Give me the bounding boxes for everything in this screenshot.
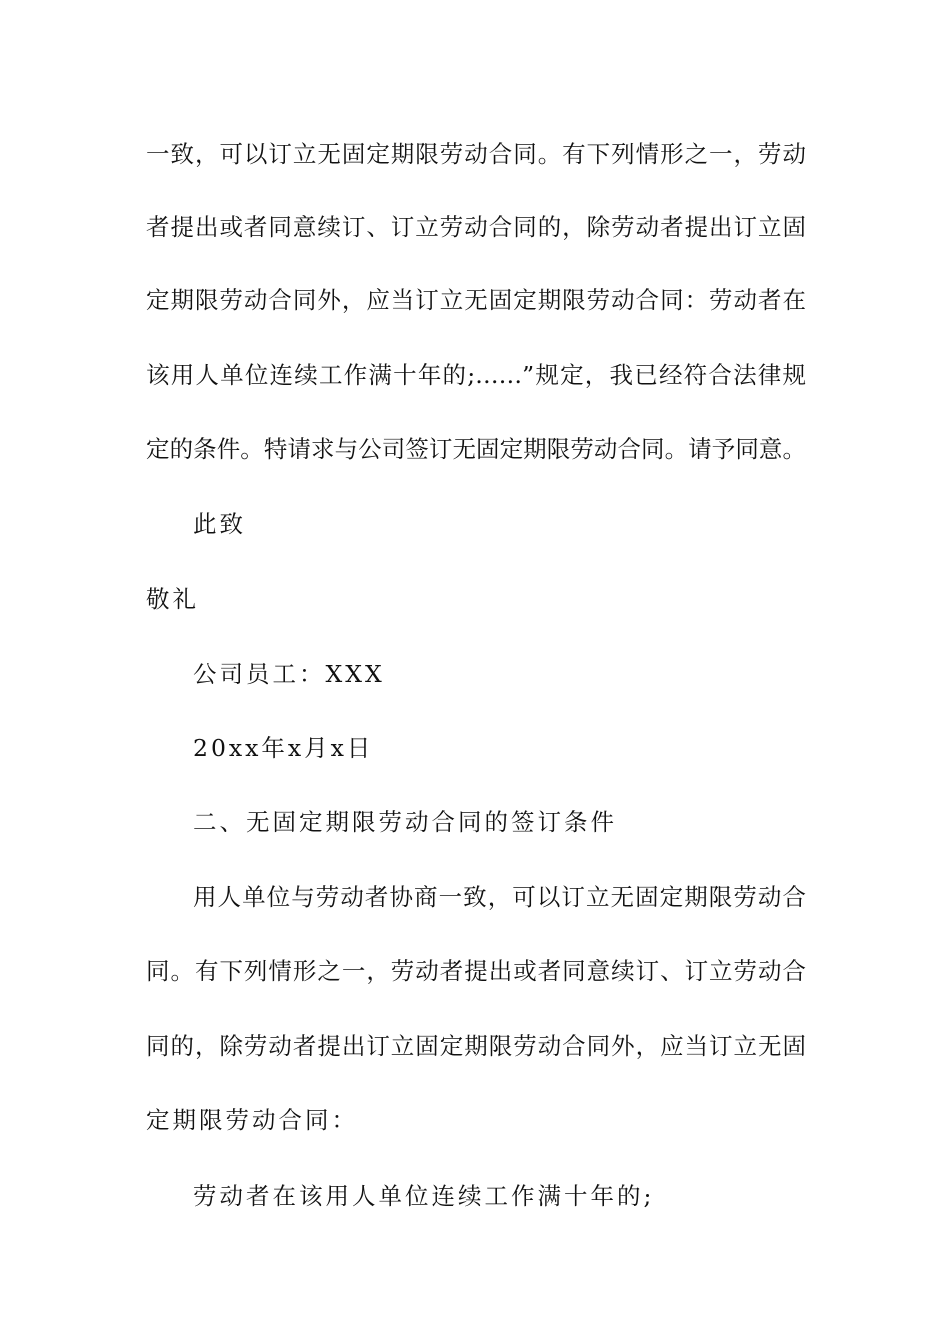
section-line-3: 同的，除劳动者提出订立固定期限劳动合同外，应当订立无固 bbox=[146, 1032, 806, 1060]
section-line-4: 定期限劳动合同： bbox=[146, 1106, 358, 1134]
body-line-3: 定期限劳动合同外，应当订立无固定期限劳动合同：劳动者在 bbox=[146, 286, 806, 314]
section-heading: 二、无固定期限劳动合同的签订条件 bbox=[193, 808, 617, 836]
body-line-2: 者提出或者同意续订、订立劳动合同的，除劳动者提出订立固 bbox=[146, 213, 806, 241]
signature: 公司员工：XXX bbox=[193, 660, 385, 688]
body-line-5: 定的条件。特请求与公司签订无固定期限劳动合同。请予同意。 bbox=[146, 435, 806, 463]
date-line: 20xx年x月x日 bbox=[193, 734, 374, 762]
body-line-4: 该用人单位连续工作满十年的;……”规定，我已经符合法律规 bbox=[146, 361, 806, 389]
body-line-1: 一致，可以订立无固定期限劳动合同。有下列情形之一，劳动 bbox=[146, 140, 806, 168]
closing-salutation: 此致 bbox=[193, 510, 246, 538]
closing-respect: 敬礼 bbox=[146, 585, 199, 613]
section-line-2: 同。有下列情形之一，劳动者提出或者同意续订、订立劳动合 bbox=[146, 957, 806, 985]
section-line-1: 用人单位与劳动者协商一致，可以订立无固定期限劳动合 bbox=[193, 883, 806, 911]
last-line: 劳动者在该用人单位连续工作满十年的; bbox=[193, 1182, 655, 1210]
